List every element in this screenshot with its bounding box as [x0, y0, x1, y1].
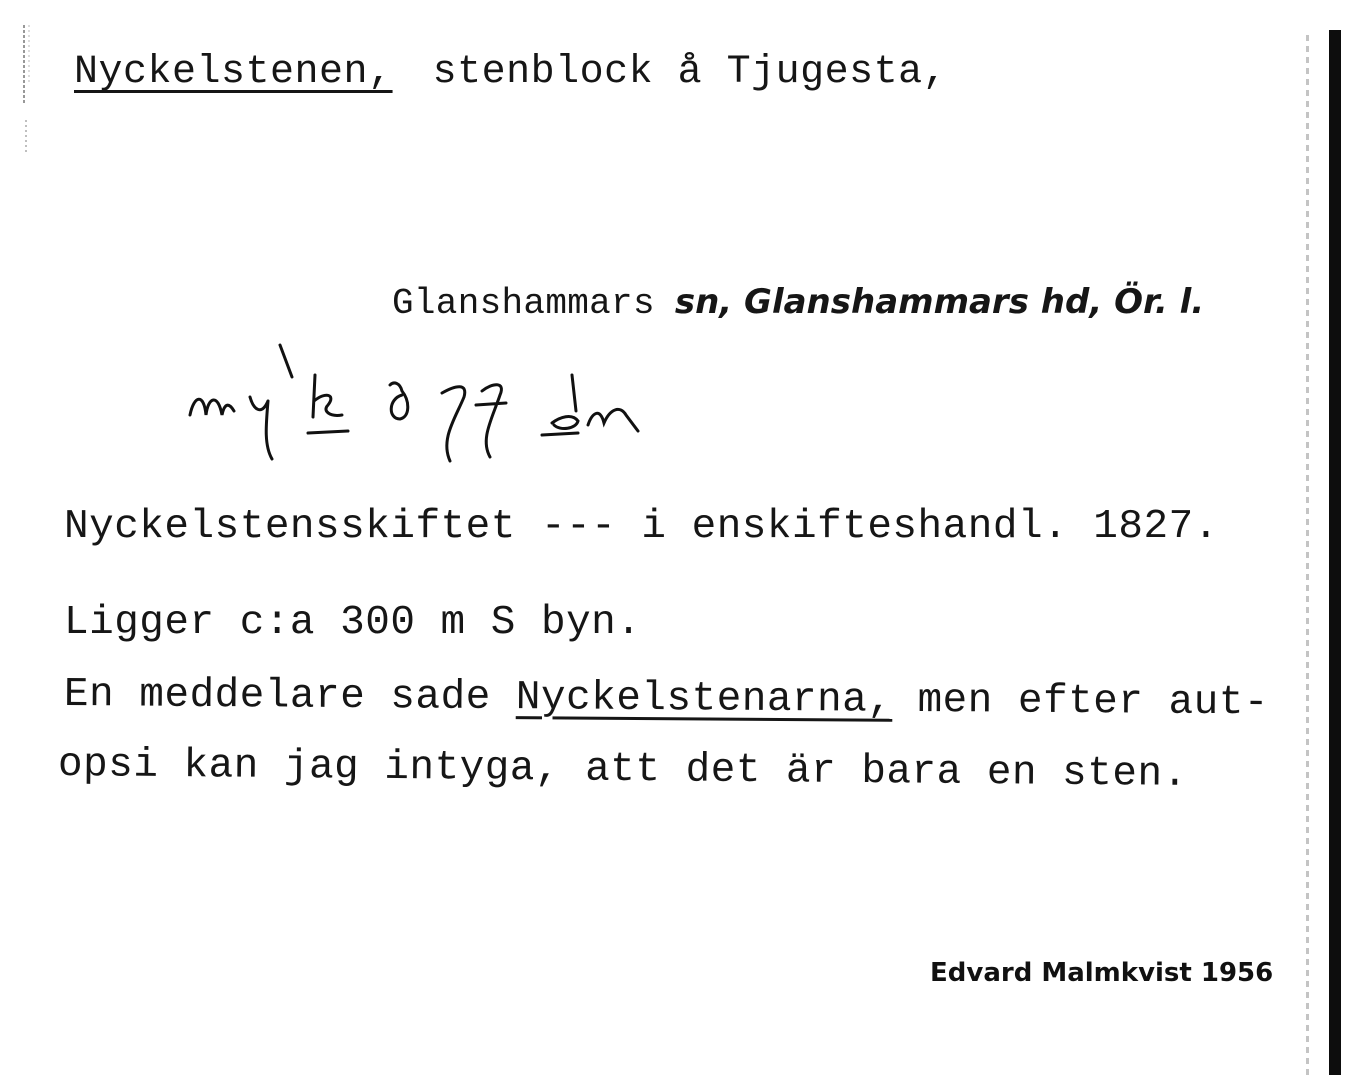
district-stamp: sn, Glanshammars hd, Ör. l. — [674, 282, 1205, 322]
phonetic-transcription — [180, 335, 660, 480]
note-line-1: Nyckelstensskiftet --- i enskifteshandl. 1827. — [64, 504, 1219, 550]
parish-typed: Glanshammars — [392, 283, 655, 324]
scan-edge-marks — [20, 25, 34, 175]
scan-edge-shadow — [1306, 35, 1309, 1075]
collector-signature-stamp: Edvard Malmkvist 1956 — [930, 958, 1274, 988]
location-line — [392, 282, 1204, 324]
underlined-form: Nyckelstenarna, — [515, 675, 893, 724]
headword-description: stenblock å Tjugesta, — [432, 50, 948, 95]
scan-edge-bar — [1329, 30, 1341, 1075]
headword-line — [74, 50, 947, 95]
note-line-3-end: men efter aut- — [892, 677, 1270, 727]
note-line-3 — [64, 672, 1269, 726]
note-line-3-start: En meddelare sade — [63, 672, 517, 722]
note-line-4: opsi kan jag intyga, att det är bara en sten. — [57, 742, 1188, 798]
note-line-2: Ligger c:a 300 m S byn. — [64, 600, 642, 646]
headword: Nyckelstenen, — [74, 50, 393, 95]
